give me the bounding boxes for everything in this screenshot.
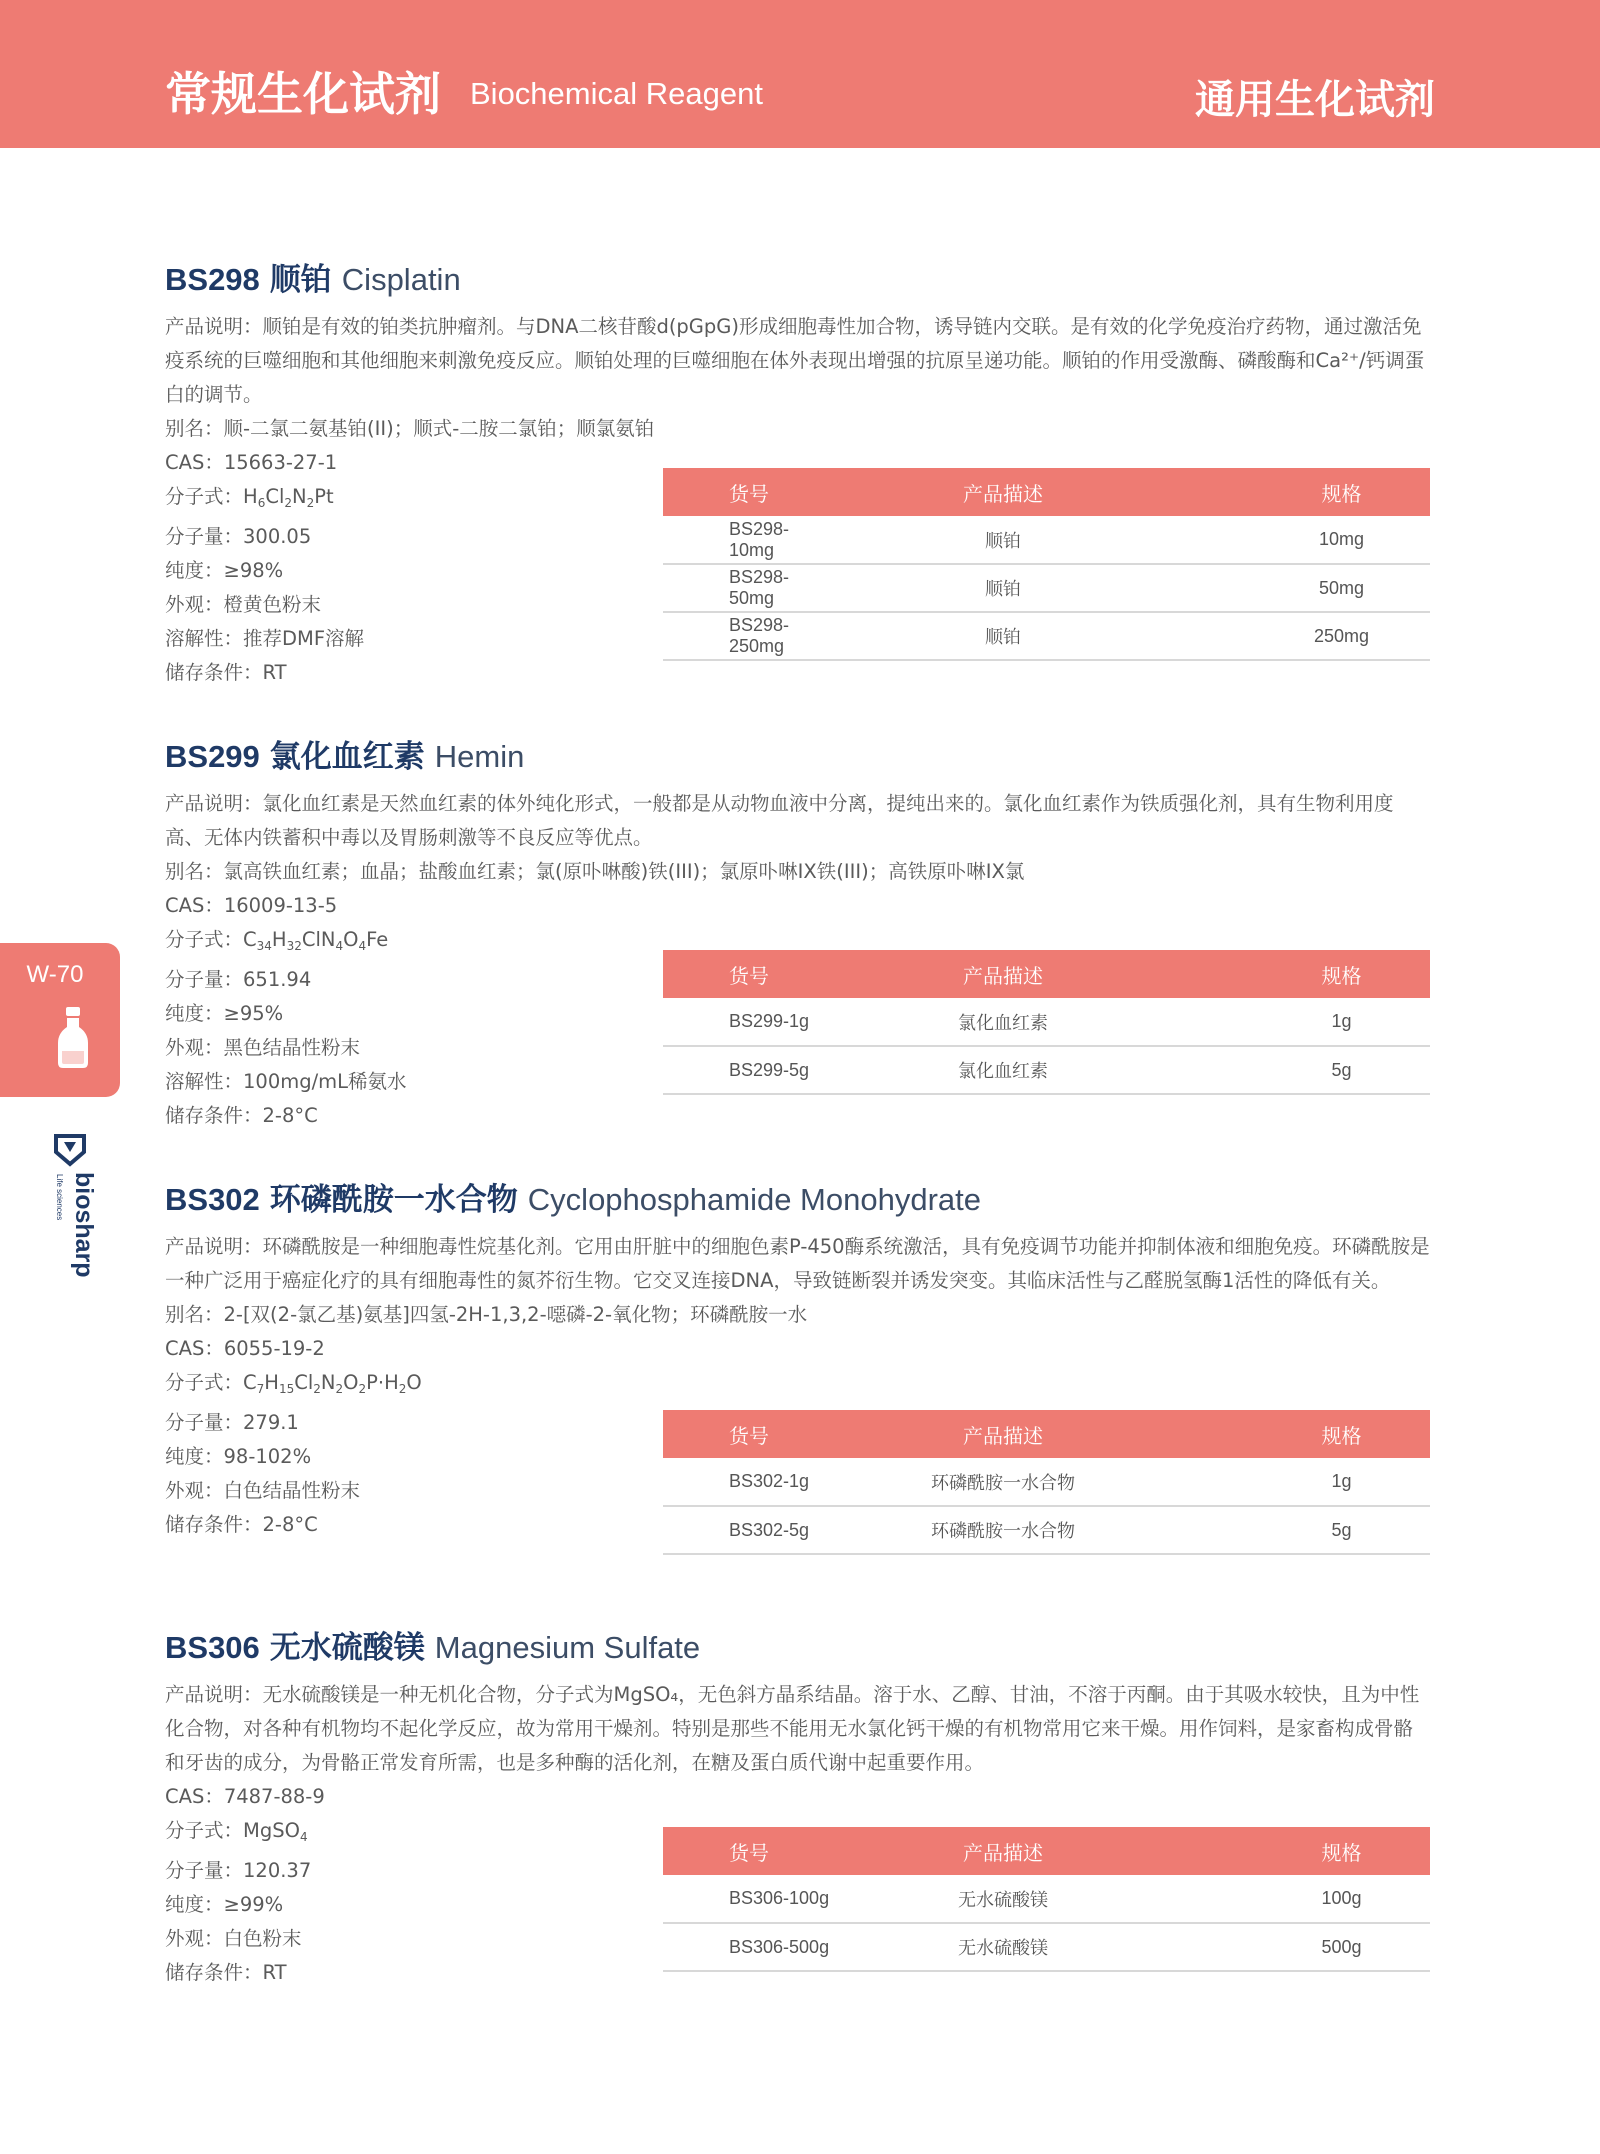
formula-part: H (243, 485, 258, 508)
product-section-bs302 (165, 1180, 1430, 1542)
product-alias: 别名：顺-二氯二氨基铂(II)；顺式-二胺二氯铂；顺氯氨铂 (165, 417, 655, 440)
product-cas: CAS：7487-88-9 (165, 1785, 325, 1808)
table-row (663, 1875, 1430, 1923)
formula-part: N (292, 485, 307, 508)
product-storage: 储存条件：2-8°C (165, 1104, 318, 1127)
formula-part: Fe (366, 928, 389, 951)
cell-sku: BS298-10mg (663, 516, 833, 564)
product-name-cn: 环磷酰胺一水合物 (269, 1182, 518, 1218)
cell-spec: 5g (1173, 1506, 1430, 1554)
col-sku: 货号 (663, 950, 833, 998)
product-description: 产品说明：氯化血红素是天然血红素的体外纯化形式，一般都是从动物血液中分离，提纯出来的。氯化血红素作为铁质强化剂，具有生物利用度高、无体内铁蓄积中毒以及胃肠刺激等不良反应等优点。 (165, 792, 1394, 849)
product-storage: 储存条件：RT (165, 661, 287, 684)
cell-desc: 氯化血红素 (833, 1046, 1173, 1094)
table-row (663, 1046, 1430, 1094)
product-solubility: 溶解性：推荐DMF溶解 (165, 627, 365, 650)
product-name-en: Hemin (434, 739, 525, 774)
product-section-bs298 (165, 260, 1430, 690)
cell-spec: 1g (1173, 1458, 1430, 1506)
table-row (663, 516, 1430, 564)
product-name-cn: 氯化血红素 (269, 739, 425, 775)
cell-spec: 10mg (1173, 516, 1430, 564)
col-desc: 产品描述 (833, 950, 1173, 998)
cell-spec: 500g (1173, 1923, 1430, 1971)
product-code: BS298 (165, 262, 260, 297)
cell-sku: BS302-1g (663, 1458, 833, 1506)
cell-sku: BS302-5g (663, 1506, 833, 1554)
table-row (663, 564, 1430, 612)
product-code: BS302 (165, 1182, 260, 1217)
product-mw: 分子量：651.94 (165, 968, 312, 991)
product-title (165, 1180, 1430, 1220)
product-description: 产品说明：环磷酰胺是一种细胞毒性烷基化剂。它用由肝脏中的细胞色素P-450酶系统激活，具有免疫调节功能并抑制体液和细胞免疫。环磷酰胺是一种广泛用于癌症化疗的具有细胞毒性的氮芥衍生物。它交叉连接DNA，导致链断裂并诱发突变。其临床活性与乙醛脱氢酶1活性的降低有关。 (165, 1235, 1430, 1292)
header-subtitle: Biochemical Reagent (470, 76, 763, 111)
product-name-cn: 无水硫酸镁 (269, 1630, 425, 1666)
formula-part: 15 (278, 1382, 295, 1396)
product-formula: 分子式：$C_{34}H_{32}ClN_4O_4Fe$ (165, 928, 389, 953)
product-section-bs306 (165, 1628, 1430, 1990)
product-description: 产品说明：无水硫酸镁是一种无机化合物，分子式为MgSO₄，无色斜方晶系结晶。溶于水、乙醇、甘油，不溶于丙酮。由于其吸水较快，且为中性化合物，对各种有机物均不起化学反应，故为常用干燥剂。特别是那些不能用无水氯化钙干燥的有机物常用它来干燥。用作饲料，是家畜构成骨骼和牙齿的成分，为骨骼正常发育所需，也是多种酶的活化剂，在糖及蛋白质代谢中起重要作用。 (165, 1683, 1420, 1774)
product-purity: 纯度：≥95% (165, 1002, 284, 1025)
formula-part: 2 (358, 1382, 367, 1396)
formula-part: 34 (256, 939, 272, 953)
product-alias: 别名：2-[双(2-氯乙基)氨基]四氢-2H-1,3,2-噁磷-2-氧化物；环磷酰胺一水 (165, 1303, 808, 1326)
formula-part: H (264, 1371, 279, 1394)
col-desc: 产品描述 (833, 1827, 1173, 1875)
formula-part: N (320, 1371, 336, 1394)
formula-part: P·H (366, 1371, 399, 1394)
table-header-row (663, 468, 1430, 516)
product-appearance: 外观：黑色结晶性粉末 (165, 1036, 361, 1059)
product-name-en: Cyclophosphamide Monohydrate (527, 1182, 982, 1217)
formula-part: 4 (358, 939, 367, 953)
table-row (663, 1923, 1430, 1971)
brand-name: biosharp (70, 1172, 98, 1278)
cell-sku: BS306-100g (663, 1875, 833, 1923)
cell-sku: BS298-250mg (663, 612, 833, 660)
cell-desc: 环磷酰胺一水合物 (833, 1458, 1173, 1506)
brand-logo (50, 1130, 98, 1310)
product-mw: 分子量：279.1 (165, 1411, 299, 1434)
col-sku: 货号 (663, 468, 833, 516)
spec-table (663, 1410, 1430, 1555)
formula-part: 2 (313, 1382, 321, 1396)
formula-part: 6 (257, 496, 266, 510)
col-spec: 规格 (1173, 1410, 1430, 1458)
col-spec: 规格 (1173, 468, 1430, 516)
cell-spec: 100g (1173, 1875, 1430, 1923)
formula-part: 2 (306, 496, 315, 510)
table-row (663, 1458, 1430, 1506)
product-name-cn: 顺铂 (269, 262, 332, 298)
product-title (165, 260, 1430, 300)
formula-part: 2 (284, 496, 293, 510)
col-spec: 规格 (1173, 950, 1430, 998)
formula-part: H (271, 928, 287, 951)
col-sku: 货号 (663, 1410, 833, 1458)
table-row (663, 612, 1430, 660)
page-header (0, 0, 1600, 148)
product-title (165, 1628, 1430, 1668)
table-header-row (663, 1410, 1430, 1458)
spec-table (663, 468, 1430, 661)
formula-part: O (343, 1371, 359, 1394)
product-purity: 纯度：98-102% (165, 1445, 312, 1468)
col-sku: 货号 (663, 1827, 833, 1875)
product-description: 产品说明：顺铂是有效的铂类抗肿瘤剂。与DNA二核苷酸d(pGpG)形成细胞毒性加合物，诱导链内交联。是有效的化学免疫治疗药物，通过激活免疫系统的巨噬细胞和其他细胞来刺激免疫反应。顺铂处理的巨噬细胞在体外表现出增强的抗原呈递功能。顺铂的作用受激酶、磷酸酶和Ca²⁺/钙调蛋白的调节。 (165, 315, 1425, 406)
cell-spec: 1g (1173, 998, 1430, 1046)
product-appearance: 外观：橙黄色粉末 (165, 593, 322, 616)
formula-part: MgSO (243, 1819, 300, 1842)
cell-desc: 无水硫酸镁 (833, 1923, 1173, 1971)
formula-part: 4 (335, 939, 344, 953)
formula-part: O (406, 1371, 422, 1394)
product-cas: CAS：15663-27-1 (165, 451, 338, 474)
product-mw: 分子量：300.05 (165, 525, 312, 548)
formula-part: 32 (286, 939, 302, 953)
cell-desc: 氯化血红素 (833, 998, 1173, 1046)
product-storage: 储存条件：2-8°C (165, 1513, 318, 1536)
formula-part: 4 (299, 1830, 308, 1844)
formula-part: C (243, 1371, 257, 1394)
product-cas: CAS：16009-13-5 (165, 894, 338, 917)
product-code: BS306 (165, 1630, 260, 1665)
col-desc: 产品描述 (833, 468, 1173, 516)
formula-part: Cl (265, 485, 285, 508)
formula-part: 2 (398, 1382, 407, 1396)
formula-part: O (343, 928, 359, 951)
table-row (663, 998, 1430, 1046)
product-appearance: 外观：白色结晶性粉末 (165, 1479, 361, 1502)
product-section-bs299 (165, 737, 1430, 1133)
product-storage: 储存条件：RT (165, 1961, 287, 1984)
product-name-en: Cisplatin (341, 262, 461, 297)
product-alias: 别名：氯高铁血红素；血晶；盐酸血红素；氯(原卟啉酸)铁(III)；氯原卟啉IX铁(III)；高铁原卟啉IX氯 (165, 860, 1025, 883)
col-spec: 规格 (1173, 1827, 1430, 1875)
product-formula: 分子式：$H_6Cl_2N_2Pt$ (165, 485, 334, 510)
cell-desc: 环磷酰胺一水合物 (833, 1506, 1173, 1554)
header-category: 通用生化试剂 (1195, 77, 1435, 123)
product-purity: 纯度：≥98% (165, 559, 284, 582)
cell-desc: 无水硫酸镁 (833, 1875, 1173, 1923)
cell-spec: 50mg (1173, 564, 1430, 612)
product-solubility: 溶解性：100mg/mL稀氨水 (165, 1070, 407, 1093)
table-header-row (663, 1827, 1430, 1875)
cell-desc: 顺铂 (833, 564, 1173, 612)
cell-spec: 5g (1173, 1046, 1430, 1094)
cell-sku: BS306-500g (663, 1923, 833, 1971)
cell-sku: BS298-50mg (663, 564, 833, 612)
product-appearance: 外观：白色粉末 (165, 1927, 302, 1950)
formula-part: 2 (335, 1382, 344, 1396)
formula-part: Pt (314, 485, 334, 508)
table-row (663, 1506, 1430, 1554)
cell-sku: BS299-1g (663, 998, 833, 1046)
product-cas: CAS：6055-19-2 (165, 1337, 325, 1360)
cell-sku: BS299-5g (663, 1046, 833, 1094)
header-title: 常规生化试剂 (165, 67, 441, 121)
formula-part: ClN (301, 928, 336, 951)
spec-table (663, 950, 1430, 1095)
formula-part: 7 (256, 1382, 265, 1396)
product-formula: 分子式：MgSO$_4$ (165, 1819, 308, 1844)
page-number: W-70 (26, 961, 84, 988)
product-title (165, 737, 1430, 777)
cell-desc: 顺铂 (833, 612, 1173, 660)
cell-desc: 顺铂 (833, 516, 1173, 564)
cell-spec: 250mg (1173, 612, 1430, 660)
formula-part: Cl (294, 1371, 314, 1394)
table-header-row (663, 950, 1430, 998)
bottle-icon (56, 1007, 90, 1069)
product-code: BS299 (165, 739, 260, 774)
product-name-en: Magnesium Sulfate (434, 1630, 701, 1665)
product-purity: 纯度：≥99% (165, 1893, 284, 1916)
brand-tagline: Life sciences (55, 1174, 64, 1221)
spec-table (663, 1827, 1430, 1972)
product-formula: 分子式：$C_7H_{15}Cl_2N_2O_2P\cdot H_2O$ (165, 1371, 422, 1396)
formula-part: C (243, 928, 257, 951)
page-tab (0, 943, 120, 1097)
col-desc: 产品描述 (833, 1410, 1173, 1458)
product-mw: 分子量：120.37 (165, 1859, 312, 1882)
